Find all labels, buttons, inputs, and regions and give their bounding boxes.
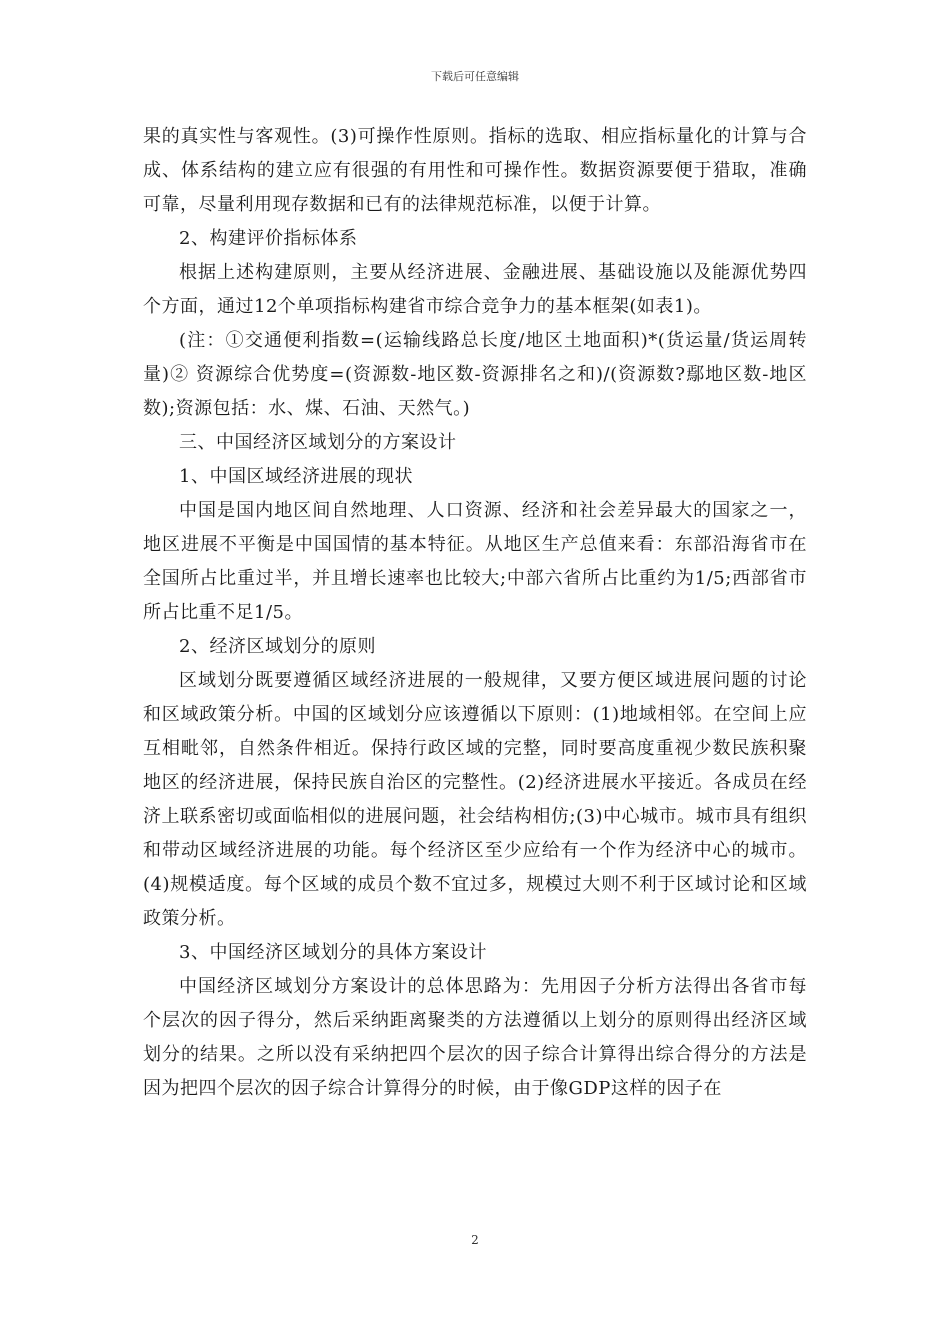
subsection-heading-3: 3、中国经济区域划分的具体方案设计 xyxy=(179,942,487,963)
paragraph: 根据上述构建原则，主要从经济进展、金融进展、基础设施以及能源优势四个方面，通过12个单项指标构建省市综合竞争力的基本框架(如表1)。 xyxy=(143,262,807,317)
document-body xyxy=(143,120,807,1106)
paragraph-continuation: 果的真实性与客观性。(3)可操作性原则。指标的选取、相应指标量化的计算与合成、体系结构的建立应有很强的有用性和可操作性。数据资源要便于猎取，准确可靠，尽量利用现存数据和已有的法律规范标准，以便于计算。 xyxy=(143,126,807,215)
paragraph: 中国是国内地区间自然地理、人口资源、经济和社会差异最大的国家之一，地区进展不平衡是中国国情的基本特征。从地区生产总值来看：东部沿海省市在全国所占比重过半，并且增长速率也比较大;中部六省所占比重约为1/5;西部省市所占比重不足1/5。 xyxy=(143,500,807,623)
page-header: 下载后可任意编辑 xyxy=(431,70,519,83)
subsection-heading-2: 2、经济区域划分的原则 xyxy=(179,636,376,657)
paragraph: 区域划分既要遵循区域经济进展的一般规律，又要方便区域进展问题的讨论和区域政策分析。中国的区域划分应该遵循以下原则：(1)地域相邻。在空间上应互相毗邻，自然条件相近。保持行政区域的完整，同时要高度重视少数民族积聚地区的经济进展，保持民族自治区的完整性。(2)经济进展水平接近。各成员在经济上联系密切或面临相似的进展问题，社会结构相仿;(3)中心城市。城市具有组织和带动区域经济进展的功能。每个经济区至少应给有一个作为经济中心的城市。(4)规模适度。每个区域的成员个数不宜过多，规模过大则不利于区域讨论和区域政策分析。 xyxy=(143,670,807,929)
paragraph-note: (注：①交通便利指数=(运输线路总长度/地区土地面积)*(货运量/货运周转量)② 资源综合优势度=(资源数-地区数-资源排名之和)/(资源数?鄢地区数-地区数);资源包括：水、煤、石油、天然气。) xyxy=(143,330,807,419)
paragraph: 中国经济区域划分方案设计的总体思路为：先用因子分析方法得出各省市每个层次的因子得分，然后采纳距离聚类的方法遵循以上划分的原则得出经济区域划分的结果。之所以没有采纳把四个层次的因子综合计算得出综合得分的方法是因为把四个层次的因子综合计算得分的时候，由于像GDP这样的因子在 xyxy=(143,976,807,1099)
page-number: 2 xyxy=(471,1233,479,1247)
section-heading-2: 2、构建评价指标体系 xyxy=(179,228,358,249)
subsection-heading-1: 1、中国区域经济进展的现状 xyxy=(179,466,413,487)
section-heading-3: 三、中国经济区域划分的方案设计 xyxy=(179,432,457,453)
